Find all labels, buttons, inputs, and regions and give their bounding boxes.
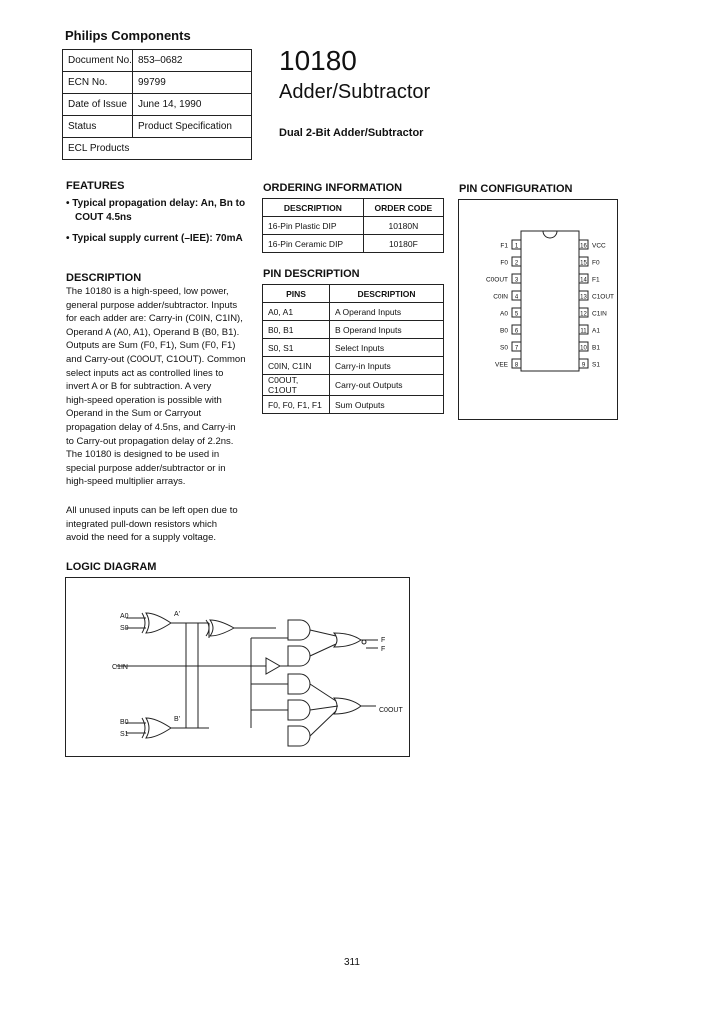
description-line: All unused inputs can be left open due to [66,505,238,516]
ecn-value: 99799 [133,72,252,94]
description-line: high-speed multiplier arrays. [66,476,186,488]
description-line: The 10180 is designed to be used in [66,449,220,461]
table-row [263,357,444,375]
logic-cout-label: C0OUT [379,707,403,714]
pin-config-title: PIN CONFIGURATION [459,183,573,195]
pin-name: A1 [592,327,600,335]
pin-name: VEE [494,361,508,369]
logic-b0-label: B0 [120,719,129,726]
pin-number: 1 [514,243,519,250]
page-number: 311 [344,957,360,968]
pin-name: F0 [500,259,508,267]
or-gate-carry [334,698,361,714]
logic-b-node-label: B' [174,716,181,723]
dip-body [521,231,579,371]
pin-name: C1OUT [592,293,615,301]
logic-a0-label: A0 [120,613,129,620]
description-line: propagation delay of 4.5ns, and Carry-in [66,421,236,433]
ordering-desc: 16-Pin Ceramic DIP [263,235,364,253]
document-info-table [62,49,252,160]
logic-diagram-title: LOGIC DIAGRAM [66,561,157,573]
logic-a-node-label: A' [174,611,181,618]
table-row [263,217,444,235]
status-value: Product Specification [133,116,252,138]
pin-config-box [458,199,618,420]
pin-desc: Carry-out Outputs [330,375,444,396]
logic-s0-label: S0 [120,625,129,632]
pin-desc-col-header: DESCRIPTION [330,285,444,303]
pin-names: B0, B1 [263,321,330,339]
and-gate-3 [288,674,310,694]
product-name: Adder/Subtractor [279,81,431,103]
pin-names: F0, F0, F1, F1 [263,396,330,414]
buffer-gate [266,658,280,674]
pin-number: 16 [580,243,587,250]
description-line: select inputs act as controlled lines to [66,367,224,379]
feature-item-2: • Typical supply current (–IEE): 70mA [66,233,243,244]
xor-gate-b [146,718,171,738]
pin-name: C0OUT [485,276,508,284]
logic-diagram-box [65,577,410,757]
pin-desc: Carry-in Inputs [330,357,444,375]
description-line: integrated pull-down resistors which [66,518,218,530]
pin-name: S0 [500,344,508,352]
pin-number: 9 [581,362,586,369]
pin-names: C0OUT, C1OUT [263,375,330,396]
logic-f-label: F [381,637,386,644]
pin-name: S1 [592,361,600,369]
pin-description-table [262,284,444,414]
pin-desc: A Operand Inputs [330,303,444,321]
description-line: for each adder are: Carry-in (C0IN, C1IN), [66,313,243,325]
doc-no-value: 853–0682 [133,50,252,72]
pin-names: A0, A1 [263,303,330,321]
table-row [263,396,444,414]
logic-fbar-label: F [381,646,386,653]
logic-cin-label: C1IN [112,664,128,671]
pin-number: 12 [580,311,587,318]
xor-gate-a [146,613,171,633]
ordering-table [262,198,444,253]
table-row [263,321,444,339]
pin-name: B0 [500,327,508,335]
dip-package-diagram [459,200,617,419]
description-line: special purpose adder/subtractor or in [66,462,226,474]
pin-name: C0IN [493,293,508,301]
features-title: FEATURES [66,180,125,192]
description-line: Operand in the Sum or Carryout [66,408,202,420]
feature-item-1-line1: • Typical propagation delay: An, Bn to [66,198,246,209]
description-paragraph-2 [66,504,254,545]
xor-gate-b-extra [142,718,145,738]
pin-number: 10 [580,345,587,352]
pin-number: 6 [514,328,519,335]
ordering-title: ORDERING INFORMATION [263,182,403,194]
pin-desc: Sum Outputs [330,396,444,414]
logic-diagram [66,578,409,756]
pins-col-header: PINS [263,285,330,303]
table-row [263,375,444,396]
description-line: Operand A (A0, A1), Operand B (B0, B1). [66,326,240,338]
and-gate-2 [288,646,310,666]
ordering-code: 10180N [363,217,443,235]
dip-notch [543,231,557,238]
description-line: general purpose adder/subtractor. Inputs [66,299,238,311]
company-name: Philips Components [65,28,191,43]
pin-number: 15 [580,260,587,267]
pin-number: 2 [514,260,519,267]
ordering-code: 10180F [363,235,443,253]
pin-number: 3 [514,277,519,284]
description-line: to Carry-out propagation delay of 2.2ns. [66,435,234,447]
description-line: invert A or B for subtraction. A very [66,381,212,393]
description-paragraph [66,285,254,489]
pin-name: VCC [592,242,606,250]
and-gate-4 [288,700,310,720]
pin-desc: Select Inputs [330,339,444,357]
and-gate-5 [288,726,310,746]
description-title: DESCRIPTION [66,272,142,284]
description-line: high-speed operation is possible with [66,394,222,406]
pin-number: 7 [514,345,519,352]
pin-name: F1 [500,242,508,250]
date-label: Date of Issue [63,94,133,116]
pin-number: 5 [514,311,519,318]
status-label: Status [63,116,133,138]
pin-number: 13 [580,294,587,301]
description-line: The 10180 is a high-speed, low power, [66,286,229,297]
ecn-label: ECN No. [63,72,133,94]
table-row [263,235,444,253]
pin-number: 11 [580,328,587,335]
pin-names: S0, S1 [263,339,330,357]
description-line: avoid the need for a supply voltage. [66,532,216,544]
table-row [263,303,444,321]
doc-no-label: Document No. [63,50,133,72]
or-gate-sum [334,633,361,647]
xor-gate-sum [210,620,234,636]
pin-description-title: PIN DESCRIPTION [263,268,360,280]
ordering-col-description: DESCRIPTION [263,199,364,217]
pin-names: C0IN, C1IN [263,357,330,375]
and-gate-1 [288,620,310,640]
ordering-col-code: ORDER CODE [363,199,443,217]
pin-name: F0 [592,259,600,267]
pin-name: F1 [592,276,600,284]
pin-name: B1 [592,344,600,352]
pin-number: 4 [514,294,519,301]
xor-gate-a-extra [142,613,145,633]
pin-desc: B Operand Inputs [330,321,444,339]
ordering-desc: 16-Pin Plastic DIP [263,217,364,235]
pin-name: A0 [500,310,508,318]
description-line: and Carry-out (C0OUT, C1OUT). Common [66,353,246,365]
pin-number: 8 [514,362,519,369]
product-family: ECL Products [63,138,252,160]
part-number: 10180 [279,45,357,76]
logic-s1-label: S1 [120,731,129,738]
product-subtitle: Dual 2-Bit Adder/Subtractor [279,127,424,139]
pin-name: C1IN [592,310,607,318]
pin-number: 14 [580,277,587,284]
date-value: June 14, 1990 [133,94,252,116]
feature-item-1 [66,197,256,225]
feature-item-1-line2: COUT 4.5ns [75,212,132,223]
table-row [263,339,444,357]
description-line: Outputs are Sum (F0, F1), Sum (F0, F1) [66,340,236,352]
